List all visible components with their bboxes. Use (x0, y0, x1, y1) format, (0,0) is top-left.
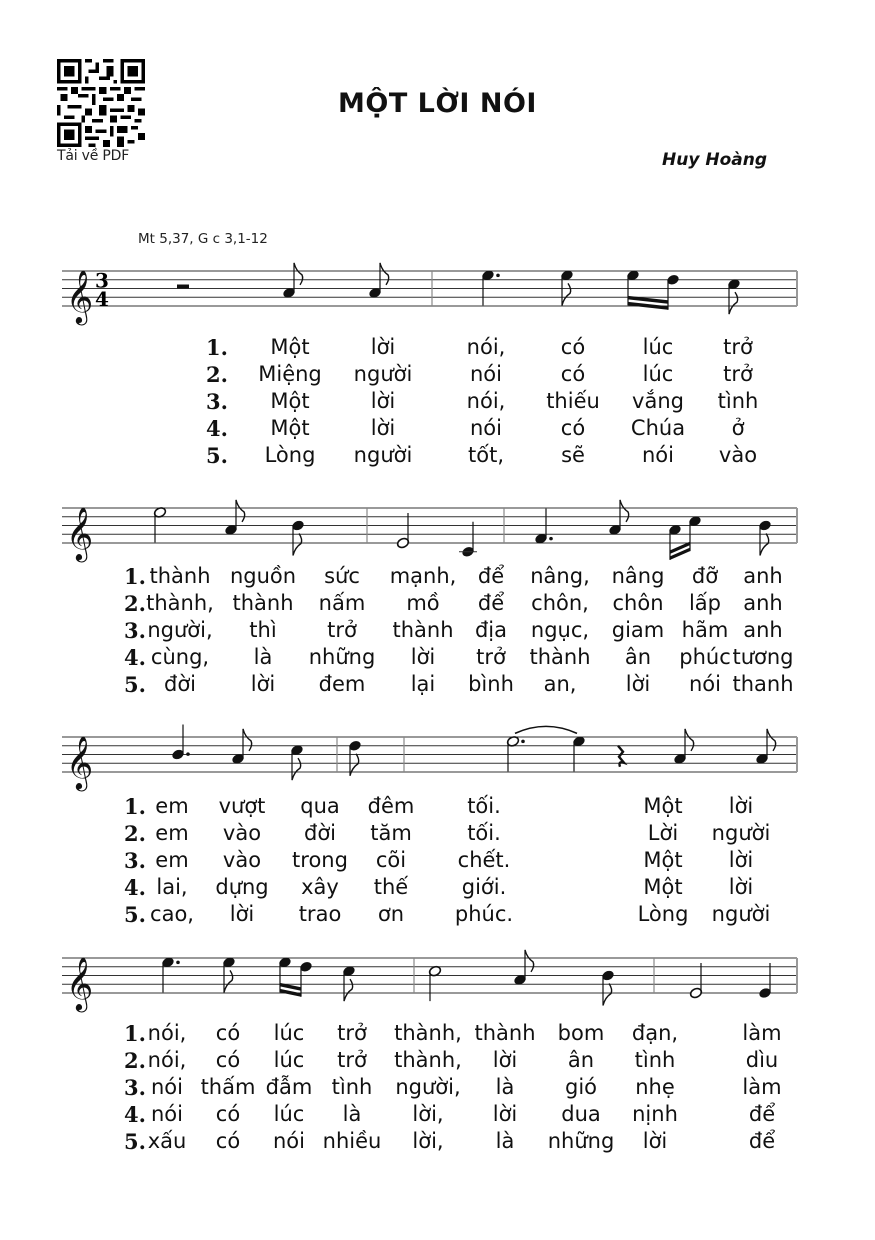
lyric-word: trở (723, 335, 753, 359)
composer-name: Huy Hoàng (662, 150, 767, 170)
lyric-word: em (155, 848, 189, 872)
verse-number: 4. (124, 875, 146, 900)
lyric-word: nhẹ (635, 1075, 675, 1099)
lyric-word: anh (743, 618, 783, 642)
lyric-word: sức (324, 564, 360, 588)
lyric-word: dìu (745, 1048, 779, 1072)
lyric-word: là (495, 1075, 515, 1099)
lyric-line-verse-5 (0, 671, 875, 698)
lyric-word: lai, (156, 875, 188, 899)
lyric-word: giới. (461, 875, 507, 899)
lyric-word: Một (270, 335, 310, 359)
lyric-word: trở (476, 645, 506, 669)
staff-system-1 (0, 231, 875, 351)
lyric-word: nâng, (530, 564, 590, 588)
lyric-word: lời, (412, 1129, 444, 1153)
lyric-word: xấu (147, 1129, 187, 1153)
lyric-word: xây (301, 875, 339, 899)
lyric-word: trao (298, 902, 342, 926)
lyric-word: để (477, 564, 505, 588)
lyric-word: có (560, 416, 586, 440)
lyric-word: vào (718, 443, 758, 467)
verse-number: 5. (124, 902, 146, 927)
verse-number: 5. (206, 443, 228, 468)
lyrics-block-4 (0, 1020, 875, 1155)
lyric-word: cao, (150, 902, 194, 926)
note-quarter (161, 956, 180, 992)
note-eighth (513, 950, 533, 986)
lyric-word: người, (395, 1075, 461, 1099)
verse-number: 3. (206, 389, 228, 414)
lyric-word: cùng, (150, 645, 210, 669)
note-eighth (755, 729, 775, 765)
verse-number: 2. (124, 1048, 146, 1073)
lyric-word: bình (468, 672, 514, 696)
verse-number: 2. (206, 362, 228, 387)
lyric-line-verse-4 (0, 644, 875, 671)
lyric-word: nịnh (632, 1102, 678, 1126)
lyric-word: vào (222, 821, 262, 845)
lyric-line-verse-5 (0, 442, 875, 469)
lyric-word: tốt, (468, 443, 504, 467)
lyric-word: ơn (377, 902, 405, 926)
lyric-word: thành, (394, 1048, 462, 1072)
verse-number: 1. (124, 564, 146, 589)
verse-number: 3. (124, 1075, 146, 1100)
time-signature-top: 3 (95, 268, 109, 293)
lyric-word: em (155, 821, 189, 845)
note-quarter (758, 963, 772, 999)
lyric-word: lời (625, 672, 651, 696)
lyric-word: anh (743, 564, 783, 588)
lyric-word: thế (373, 875, 409, 899)
lyric-line-verse-3 (0, 1074, 875, 1101)
lyric-line-verse-1 (0, 334, 875, 361)
lyric-word: vượt (218, 794, 266, 818)
note-eighth (224, 500, 244, 536)
lyric-line-verse-1 (0, 563, 875, 590)
verse-number: 5. (124, 672, 146, 697)
lyric-word: tăm (370, 821, 412, 845)
lyric-word: thành (529, 645, 591, 669)
lyric-word: lúc (642, 335, 674, 359)
lyric-word: Chúa (630, 416, 686, 440)
treble-clef-icon: 𝄞 (66, 269, 94, 323)
lyric-word: lời (728, 875, 754, 899)
lyric-word: Lời (647, 821, 679, 845)
lyric-word: nói (642, 443, 674, 467)
lyric-line-verse-2 (0, 361, 875, 388)
lyric-word: có (560, 362, 586, 386)
lyric-word: nói (151, 1075, 183, 1099)
lyric-word: trở (723, 362, 753, 386)
lyric-word: người (711, 821, 771, 845)
lyric-word: người, (147, 618, 213, 642)
lyric-word: Miệng (258, 362, 322, 386)
lyric-word: để (477, 591, 505, 615)
note-eighth (368, 263, 388, 299)
lyric-word: đời (303, 821, 337, 845)
lyric-word: tối. (467, 821, 501, 845)
lyric-word: lời (492, 1102, 518, 1126)
note-quarter (534, 509, 553, 545)
lyric-word: thành, (146, 591, 214, 615)
lyric-word: gió (564, 1075, 598, 1099)
lyric-word: có (215, 1102, 241, 1126)
lyric-word: thanh (732, 672, 794, 696)
verse-number: 5. (124, 1129, 146, 1154)
lyric-word: chết. (457, 848, 511, 872)
lyrics-block-2 (0, 563, 875, 698)
lyric-line-verse-3 (0, 847, 875, 874)
lyric-line-verse-4 (0, 1101, 875, 1128)
lyric-word: nhiều (322, 1129, 382, 1153)
lyric-line-verse-3 (0, 617, 875, 644)
lyric-word: nói, (466, 389, 506, 413)
lyric-word: giam (611, 618, 665, 642)
lyric-line-verse-4 (0, 415, 875, 442)
lyric-word: vào (222, 848, 262, 872)
lyric-word: nói, (147, 1048, 187, 1072)
verse-number: 1. (124, 794, 146, 819)
lyric-word: lời (642, 1129, 668, 1153)
lyric-word: lời (370, 335, 396, 359)
lyric-word: Một (643, 848, 683, 872)
download-pdf-link[interactable]: Tải về PDF (57, 148, 130, 164)
lyric-word: tình (717, 389, 759, 413)
verse-number: 1. (206, 335, 228, 360)
lyric-word: ở (731, 416, 745, 440)
verse-number: 4. (124, 645, 146, 670)
lyric-word: qua (300, 794, 340, 818)
verse-number: 3. (124, 848, 146, 873)
note-eighth (231, 729, 251, 765)
lyric-word: nói (151, 1102, 183, 1126)
lyric-word: phúc (679, 645, 731, 669)
note-eighth (282, 263, 302, 299)
lyric-line-verse-4 (0, 874, 875, 901)
lyric-word: trở (327, 618, 357, 642)
lyric-word: dựng (215, 875, 269, 899)
lyric-word: trong (292, 848, 348, 872)
lyric-word: Lòng (637, 902, 689, 926)
lyric-word: thành (149, 564, 211, 588)
lyric-word: lúc (273, 1021, 305, 1045)
note-eighth (348, 740, 362, 776)
lyric-word: người (353, 443, 413, 467)
lyric-word: lời (728, 848, 754, 872)
lyric-word: Một (643, 875, 683, 899)
lyric-word: lời (370, 416, 396, 440)
lyric-word: lời (728, 794, 754, 818)
lyric-word: lời (492, 1048, 518, 1072)
lyric-word: là (342, 1102, 362, 1126)
lyric-word: thành (474, 1021, 536, 1045)
lyric-word: dua (561, 1102, 601, 1126)
lyric-word: ân (567, 1048, 595, 1072)
lyric-line-verse-1 (0, 1020, 875, 1047)
lyric-word: vắng (632, 389, 684, 413)
lyric-word: lời (250, 672, 276, 696)
lyric-word: địa (474, 618, 508, 642)
note-half (153, 506, 167, 542)
lyric-line-verse-2 (0, 820, 875, 847)
treble-clef-icon: 𝄞 (66, 735, 94, 789)
lyric-word: đỡ (691, 564, 719, 588)
lyric-word: người (353, 362, 413, 386)
lyric-word: bom (557, 1021, 605, 1045)
lyric-word: an, (543, 672, 577, 696)
lyric-line-verse-1 (0, 793, 875, 820)
note-eighth (342, 965, 356, 1001)
lyric-word: trở (337, 1048, 367, 1072)
note-eighth (560, 269, 574, 305)
lyric-word: người (711, 902, 771, 926)
lyric-word: thiếu (546, 389, 600, 413)
time-signature-bottom: 4 (95, 287, 109, 311)
lyric-word: nói (689, 672, 721, 696)
note-eighth (601, 969, 615, 1005)
note-quarter (481, 269, 500, 305)
verse-number: 1. (124, 1021, 146, 1046)
lyric-word: nói, (466, 335, 506, 359)
lyric-word: tình (634, 1048, 676, 1072)
lyric-word: mồ (406, 591, 440, 615)
lyric-word: đạn, (631, 1021, 679, 1045)
lyric-word: làm (742, 1021, 782, 1045)
lyric-word: lúc (273, 1102, 305, 1126)
note-eighth (673, 729, 693, 765)
song-title: MỘT LỜI NÓI (338, 88, 537, 119)
lyric-word: em (155, 794, 189, 818)
treble-clef-icon: 𝄞 (66, 956, 94, 1010)
lyric-word: tình (331, 1075, 373, 1099)
lyric-word: đẫm (265, 1075, 313, 1099)
lyric-word: lúc (273, 1048, 305, 1072)
lyric-word: ân (624, 645, 652, 669)
lyric-line-verse-3 (0, 388, 875, 415)
note-eighth (758, 519, 772, 555)
lyric-word: anh (743, 591, 783, 615)
lyric-word: nguồn (229, 564, 297, 588)
lyric-word: nâng (611, 564, 665, 588)
lyric-word: là (253, 645, 273, 669)
lyric-word: những (308, 645, 376, 669)
lyric-word: ngục, (530, 618, 590, 642)
verse-number: 3. (124, 618, 146, 643)
lyric-line-verse-2 (0, 590, 875, 617)
verse-number: 2. (124, 591, 146, 616)
lyric-line-verse-2 (0, 1047, 875, 1074)
verse-number: 4. (206, 416, 228, 441)
note-quarter (459, 522, 477, 558)
lyric-word: làm (742, 1075, 782, 1099)
note-half (396, 513, 410, 549)
lyric-word: nói (470, 416, 502, 440)
lyric-line-verse-5 (0, 1128, 875, 1155)
lyrics-block-1 (0, 334, 875, 469)
note-half (506, 726, 577, 771)
lyric-word: thành (232, 591, 294, 615)
lyric-word: phúc. (454, 902, 514, 926)
lyric-word: nói, (147, 1021, 187, 1045)
treble-clef-icon: 𝄞 (66, 506, 94, 560)
lyric-word: đêm (367, 794, 415, 818)
lyric-word: thì (249, 618, 277, 642)
lyric-word: có (215, 1129, 241, 1153)
verse-number: 4. (124, 1102, 146, 1127)
lyric-word: lời (229, 902, 255, 926)
lyric-word: có (215, 1021, 241, 1045)
note-eighth (291, 519, 305, 555)
note-eighth (727, 278, 741, 314)
lyric-word: thành (392, 618, 454, 642)
note-sixteenth-beam-end (628, 274, 680, 310)
lyric-word: có (215, 1048, 241, 1072)
lyric-word: lại (410, 672, 436, 696)
lyric-word: Một (270, 389, 310, 413)
note-half-rest (177, 285, 189, 289)
scripture-reference: Mt 5,37, G c 3,1-12 (138, 231, 268, 247)
lyric-word: cõi (375, 848, 407, 872)
note-quarter (572, 735, 586, 771)
note-half (428, 965, 442, 1001)
lyric-word: đời (163, 672, 197, 696)
lyric-word: là (495, 1129, 515, 1153)
note-eighth (222, 956, 236, 992)
lyric-word: lời (410, 645, 436, 669)
lyric-word: có (560, 335, 586, 359)
lyric-word: nói (273, 1129, 305, 1153)
note-quarter (171, 725, 190, 761)
lyric-word: những (547, 1129, 615, 1153)
lyric-word: Một (270, 416, 310, 440)
lyric-word: đem (318, 672, 366, 696)
lyric-word: sẽ (561, 443, 585, 467)
lyric-word: tương (732, 645, 794, 669)
lyric-word: lúc (642, 362, 674, 386)
lyric-word: Lòng (264, 443, 316, 467)
lyric-word: mạnh, (389, 564, 457, 588)
note-half (689, 963, 703, 999)
lyric-word: trở (337, 1021, 367, 1045)
lyric-word: để (748, 1129, 776, 1153)
lyric-word: chôn (612, 591, 664, 615)
note-eighth (608, 500, 628, 536)
lyric-word: lời, (412, 1102, 444, 1126)
lyric-word: hãm (681, 618, 729, 642)
lyric-word: chôn, (531, 591, 589, 615)
lyrics-block-3 (0, 793, 875, 928)
lyric-word: thấm (200, 1075, 256, 1099)
lyric-word: nấm (318, 591, 366, 615)
lyric-word: thành, (394, 1021, 462, 1045)
lyric-word: lấp (688, 591, 722, 615)
lyric-word: để (748, 1102, 776, 1126)
note-eighth (290, 744, 304, 780)
verse-number: 2. (124, 821, 146, 846)
lyric-word: nói (470, 362, 502, 386)
note-sixteenth-beam-end (670, 515, 702, 560)
lyric-word: tối. (467, 794, 501, 818)
lyric-word: Một (643, 794, 683, 818)
lyric-word: lời (370, 389, 396, 413)
